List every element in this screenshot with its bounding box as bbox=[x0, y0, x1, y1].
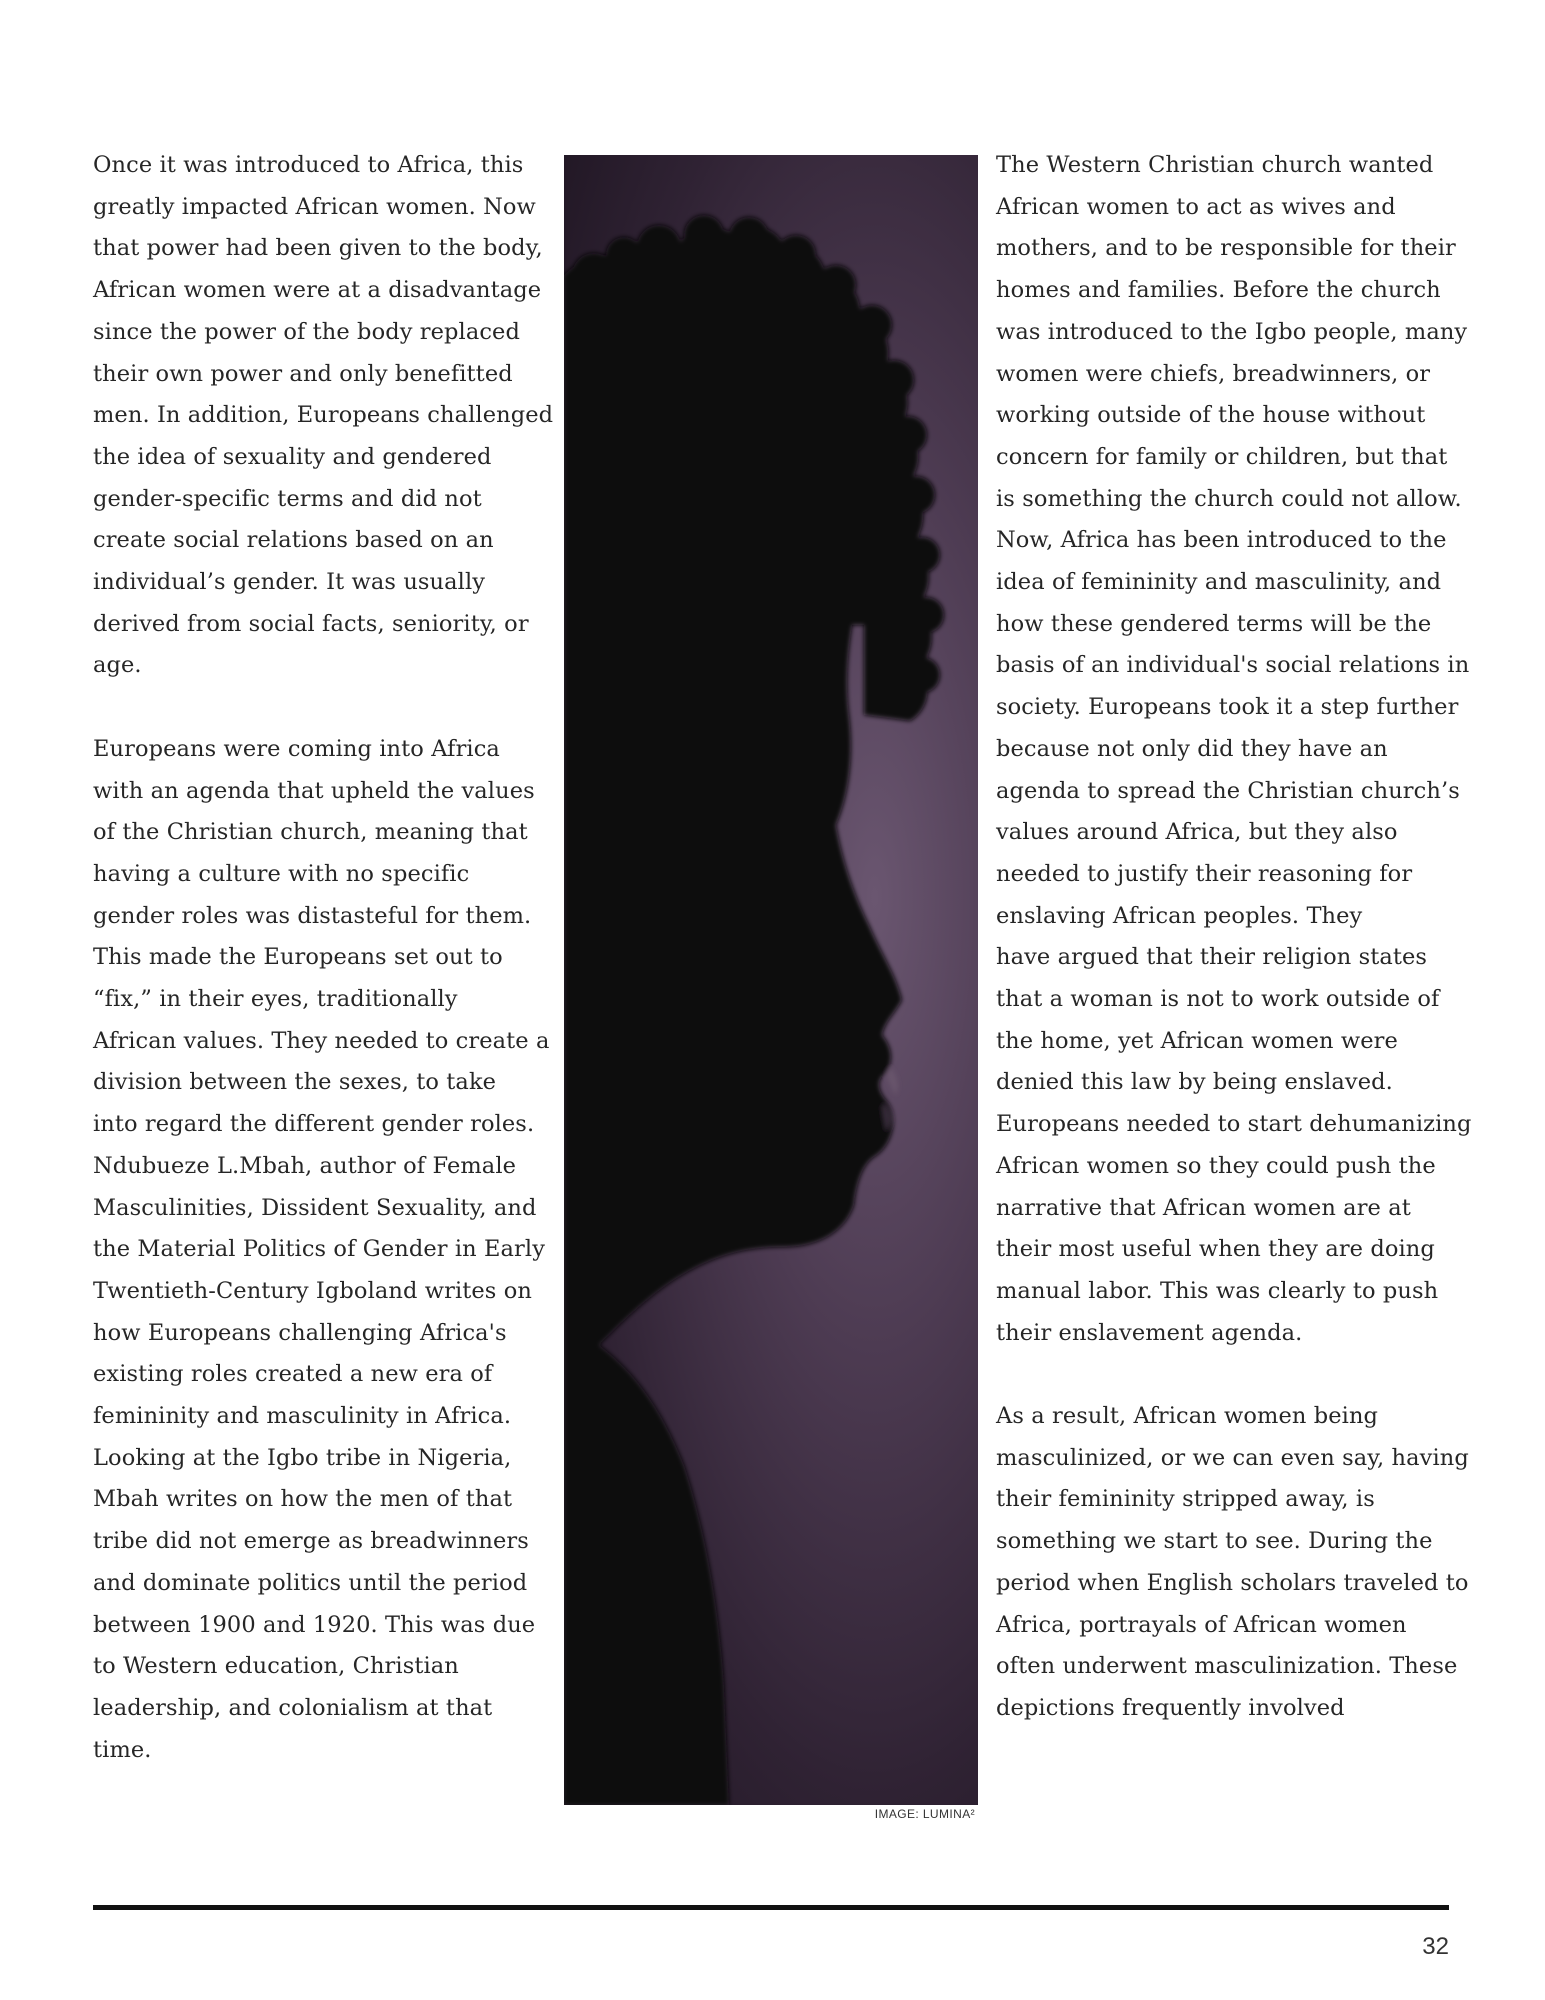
profile-silhouette-photo bbox=[564, 155, 978, 1805]
page-number: 32 bbox=[1422, 1933, 1449, 1960]
left-text-column bbox=[93, 145, 563, 1771]
photo-caption: IMAGE: LUMINA² bbox=[874, 1807, 975, 1821]
silhouette-figure bbox=[564, 155, 978, 1805]
right-paragraph-2: As a result, African women being masculinized, or we can even say, having their femininity stripped away, is something we start to see. During the period when English scholars traveled to Africa, portrayals of African women often underwent masculinization. These depictions frequently involved bbox=[996, 1403, 1469, 1721]
left-paragraph-1: Once it was introduced to Africa, this greatly impacted African women. Now that power had been given to the body, African women were at a disadvantage since the power of the body replaced their own power and only benefitted men. In addition, Europeans challenged the idea of sexuality and gendered gender-specific terms and did not create social relations based on an individual’s gender. It was usually derived from social facts, seniority, or age. bbox=[93, 152, 554, 679]
footer-divider bbox=[93, 1905, 1449, 1910]
left-paragraph-2: Europeans were coming into Africa with an agenda that upheld the values of the Christian church, meaning that having a culture with no specific gender roles was distasteful for them. This made the Europeans set out to “fix,” in their eyes, traditionally African values. They needed to create a division between the sexes, to take into regard the different gender roles. Ndubueze L.Mbah, author of Female Masculinities, Dissident Sexuality, and the Material Politics of Gender in Early Twentieth-Century Igboland writes on how Europeans challenging Africa's existing roles created a new era of femininity and masculinity in Africa. Looking at the Igbo tribe in Nigeria, Mbah writes on how the men of that tribe did not emerge as breadwinners and dominate politics until the period between 1900 and 1920. This was due to Western education, Christian leadership, and colonialism at that time. bbox=[93, 735, 550, 1763]
right-text-column bbox=[996, 145, 1516, 1730]
right-paragraph-1: The Western Christian church wanted African women to act as wives and mothers, and to be responsible for their homes and families. Before the church was introduced to the Igbo people, many women were chiefs, breadwinners, or working outside of the house without concern for family or children, but that is something the church could not allow. Now, Africa has been introduced to the idea of femininity and masculinity, and how these gendered terms will be the basis of an individual's social relations in society. Europeans took it a step further because not only did they have an agenda to spread the Christian church’s values around Africa, but they also needed to justify their reasoning for enslaving African peoples. They have argued that their religion states that a woman is not to work outside of the home, yet African women were denied this law by being enslaved. Europeans needed to start dehumanizing African women so they could push the narrative that African women are at their most useful when they are doing manual labor. This was clearly to push their enslavement agenda. bbox=[996, 152, 1472, 1346]
